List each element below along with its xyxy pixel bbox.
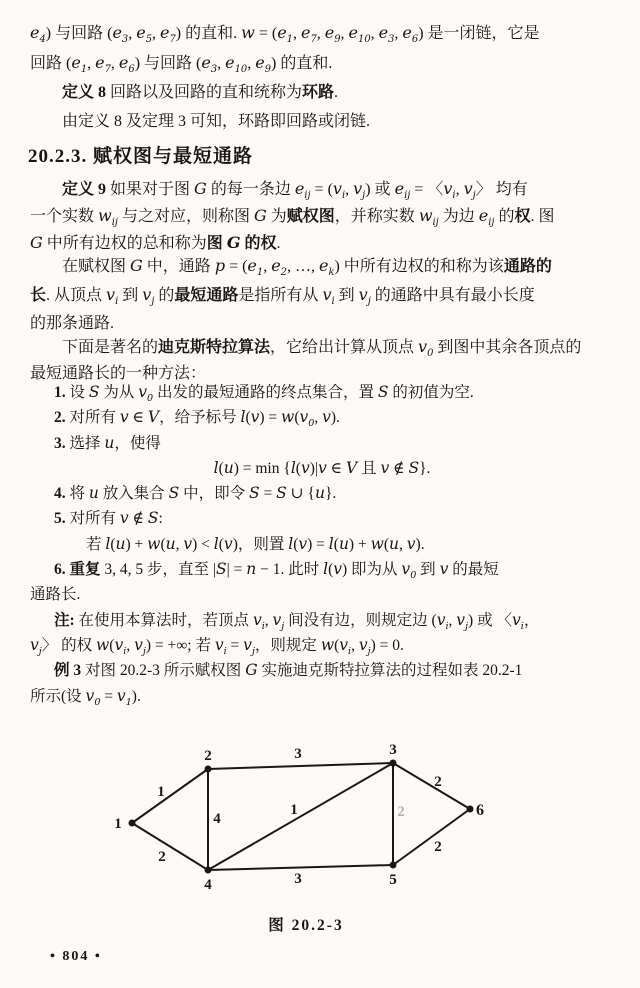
graph-edge (208, 865, 393, 870)
graph-vertex (129, 820, 136, 827)
edge-weight-label: 2 (158, 849, 166, 865)
edge-weight-label: 1 (157, 784, 165, 800)
text-line: 5. 对所有 v ∉ S: (54, 509, 163, 528)
text-line: 回路 ($e_1$, $e_7$, $e_6$) 与回路 ($e_3$, $e_{10}$, $e_9$) 的直和. (30, 53, 333, 76)
graph-vertex (390, 760, 397, 767)
text-line: 1. 设 S 为从 $v_0$ 出发的最短通路的终点集合，置 S 的初值为空. (54, 383, 474, 405)
text-line: 3. 选择 u，使得 (54, 433, 161, 452)
text-block (30, 176, 614, 257)
graph-vertex (205, 766, 212, 773)
edge-weight-label: 2 (434, 839, 442, 855)
text-line: 4. 将 u 放入集合 S 中，即令 S = S ∪ {u}. (54, 484, 337, 503)
text-block (30, 252, 614, 338)
vertex-label: 3 (389, 742, 397, 758)
text-line: G 中所有边权的总和称为图 G 的权. (30, 233, 281, 252)
graph-edge (132, 769, 208, 823)
text-line: 的那条通路. (30, 315, 115, 332)
text-line: 下面是著名的迪克斯特拉算法，它给出计算从顶点 $v_0$ 到图中其余各顶点的 (62, 337, 582, 360)
graph-edge (393, 763, 470, 809)
text-line: 2. 对所有 v ∈ V，给予标号 $l(v) = w(v_0$, v). (54, 408, 340, 430)
vertex-label: 1 (114, 816, 122, 832)
text-line: 通路长. (30, 586, 81, 604)
text-block (30, 380, 614, 709)
edge-weight-label: 2 (434, 774, 442, 790)
figure-caption: 图 20.2-3 (268, 917, 344, 934)
edge-weight-label: 4 (213, 811, 221, 827)
text-line: 长. 从顶点 $v_i$ 到 $v_j$ 的最短通路是指所有从 $v_i$ 到 $v_j$ 的通路中具有最小长度 (30, 285, 535, 308)
page-number: • 804 • (50, 949, 102, 964)
vertex-label: 4 (204, 877, 212, 893)
graph-edge (132, 823, 208, 870)
text-line: 定义 9 如果对于图 G 的每一条边 $e_{ij} = (v_i$, $v_j$) 或 $e_{ij}$ = 〈$v_i$, $v_j$〉 均有 (62, 179, 528, 202)
graph-vertex (205, 867, 212, 874)
edge-weight-label: 3 (294, 746, 302, 762)
text-block (30, 18, 614, 136)
graph-edge (208, 763, 393, 870)
text-line: 定义 8 回路以及回路的直和统称为环路. (62, 84, 339, 101)
text-line: 由定义 8 及定理 3 可知，环路即回路或闭链. (62, 113, 371, 130)
vertex-label: 6 (476, 802, 484, 819)
text-line: 一个实数 $w_{ij}$ 与之对应，则称图 G 为赋权图，并称实数 $w_{ij}$ 为边 $e_{ij}$ 的权. 图 (30, 206, 555, 229)
text-line: 在赋权图 G 中，通路 $p = (e_1$, $e_2$, …, $e_k$) 中所有边权的和称为该通路的 (62, 256, 552, 279)
text-line: 若 l(u) + w(u, v) < l(v)，则置 l(v) = l(u) + w(u, v). (86, 534, 425, 553)
section-heading: 20.2.3. 赋权图与最短通路 (28, 146, 254, 167)
graph-vertex (390, 862, 397, 869)
vertex-label: 5 (389, 872, 397, 888)
graph-edge (208, 763, 393, 769)
text-line: 例 3 对图 20.2-3 所示赋权图 G 实施迪克斯特拉算法的过程如表 20.2-1 (54, 661, 523, 680)
text-line: 最短通路长的一种方法： (30, 365, 207, 382)
text-line: l(u) = min {l(v)|v ∈ V 且 v ∉ S}. (213, 458, 431, 477)
edge-weight-label: 3 (294, 871, 302, 887)
text-line: $v_j$〉 的权 $w(v_i$, $v_j$) = +∞; 若 $v_i = v_j$，则规定 $w(v_i$, $v_j) = 0$. (30, 635, 404, 658)
text-line: 注: 在使用本算法时，若顶点 $v_i$, $v_j$ 间没有边，则规定边 ($v_i$, $v_j$) 或 〈$v_i$， (54, 610, 540, 632)
vertex-label: 2 (204, 748, 212, 764)
text-line: 所示(设 $v_0 = v_1$). (30, 686, 141, 708)
graph-vertex (467, 806, 474, 813)
text-line: $e_4$) 与回路 ($e_3$, $e_5$, $e_7$) 的直和. $w = (e_1$, $e_7$, $e_9$, $e_{10}$, $e_3$, $e_6$) 是一闭链，它是 (30, 23, 540, 46)
text-line: 6. 重复 3, 4, 5 步，直至 |S| = n − 1. 此时 l(v) 即为从 $v_0$ 到 v 的最短 (54, 560, 499, 582)
edge-weight-label: 2 (397, 804, 405, 820)
edge-weight-label: 1 (290, 802, 298, 818)
graph-figure (100, 733, 520, 911)
